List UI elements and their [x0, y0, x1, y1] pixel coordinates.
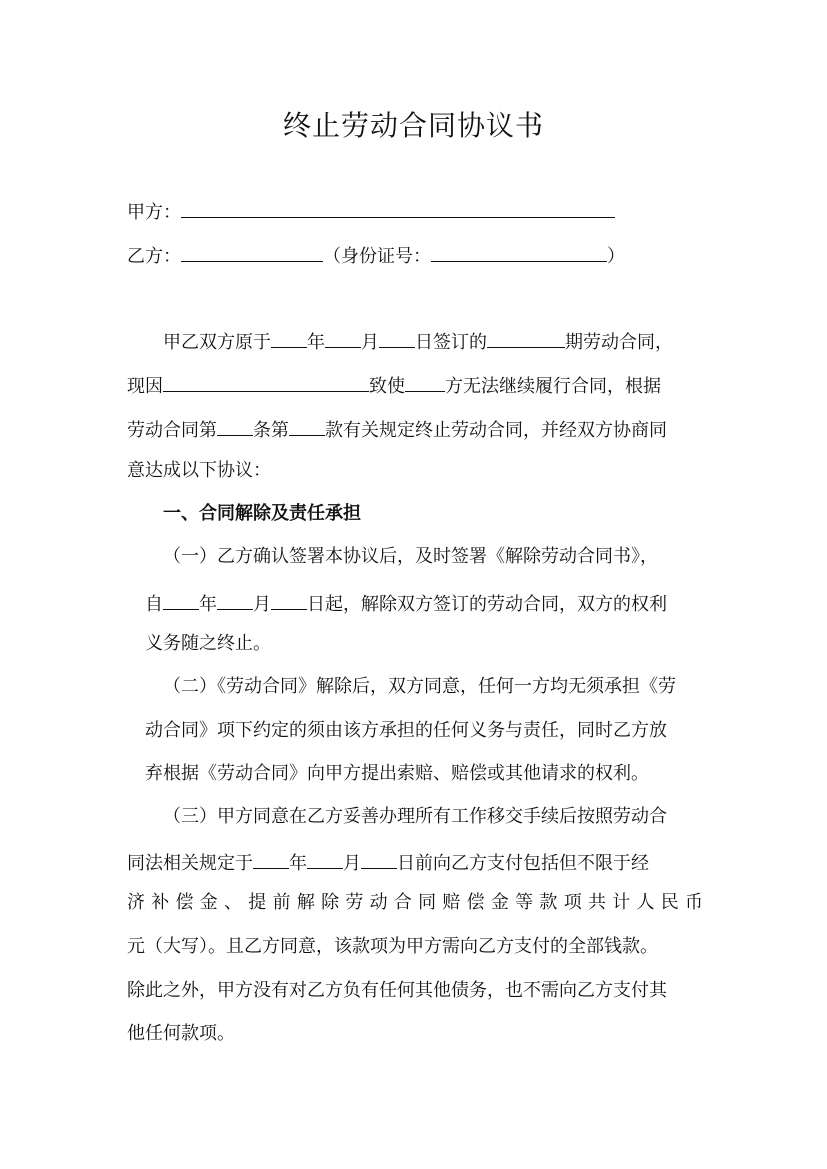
payment-day-blank[interactable] [361, 848, 397, 869]
clause-3-line-5: 除此之外，甲方没有对乙方负有任何其他债务，也不需向乙方支付其 [127, 980, 667, 1001]
intro-text: 月 [361, 332, 379, 353]
intro-text: 方无法继续履行合同，根据 [445, 376, 661, 397]
party-blank[interactable] [405, 371, 445, 392]
party-a-label: 甲方： [127, 202, 181, 223]
payment-year-blank[interactable] [253, 848, 289, 869]
intro-text: 致使 [369, 376, 405, 397]
clause-text: 年 [199, 594, 217, 615]
termination-year-blank[interactable] [163, 589, 199, 610]
intro-text: 现因 [127, 376, 163, 397]
clause-text: 同法相关规定于 [127, 853, 253, 874]
party-b-line [127, 241, 625, 267]
clause-3-line-3: 济补偿金、提前解除劳动合同赔偿金等款项共计人民币 [127, 892, 703, 913]
contract-term-blank[interactable] [487, 327, 565, 348]
payment-month-blank[interactable] [307, 848, 343, 869]
clause-2-line-3: 弃根据《劳动合同》向甲方提出索赔、赔偿或其他请求的权利。 [145, 763, 649, 784]
clause-1-line-3: 义务随之终止。 [145, 633, 271, 654]
clause-1-line-1: （一）乙方确认签署本协议后，及时签署《解除劳动合同书》， [163, 546, 658, 567]
sign-month-blank[interactable] [325, 327, 361, 348]
sign-day-blank[interactable] [379, 327, 415, 348]
clause-2-line-1: （二）《劳动合同》解除后，双方同意，任何一方均无须承担《劳 [163, 676, 676, 697]
clause-text: 日起，解除双方签订的劳动合同，双方的权利 [307, 594, 667, 615]
id-number-label: （身份证号： [323, 246, 431, 267]
clause-3-line-2 [127, 848, 649, 874]
clause-3-line-6: 他任何款项。 [127, 1023, 235, 1044]
intro-text: 款有关规定终止劳动合同，并经双方协商同 [325, 420, 667, 441]
intro-text: 劳动合同第 [127, 420, 217, 441]
intro-line-1 [163, 327, 673, 353]
clause-text: 日前向乙方支付包括但不限于经 [397, 853, 649, 874]
party-b-name-blank[interactable] [181, 241, 323, 262]
termination-month-blank[interactable] [217, 589, 253, 610]
intro-text: 年 [307, 332, 325, 353]
clause-text: 自 [145, 594, 163, 615]
clause-2-line-2: 动合同》项下约定的须由该方承担的任何义务与责任，同时乙方放 [145, 720, 667, 741]
intro-text: 日签订的 [415, 332, 487, 353]
article-blank[interactable] [217, 415, 253, 436]
clause-3-line-4: 元（大写）。且乙方同意，该款项为甲方需向乙方支付的全部钱款。 [127, 936, 658, 957]
clause-text: 年 [289, 853, 307, 874]
intro-line-4: 意达成以下协议： [127, 460, 271, 481]
id-number-blank[interactable] [431, 241, 607, 262]
section-1-heading: 一、合同解除及责任承担 [163, 503, 361, 524]
intro-line-2 [127, 371, 661, 397]
termination-day-blank[interactable] [271, 589, 307, 610]
clause-text: 月 [343, 853, 361, 874]
intro-line-3 [127, 415, 667, 441]
intro-text: 条第 [253, 420, 289, 441]
clause-text: 月 [253, 594, 271, 615]
id-number-close: ） [607, 246, 625, 267]
intro-text: 期劳动合同， [565, 332, 673, 353]
party-a-name-blank[interactable] [181, 197, 615, 218]
party-a-line [127, 197, 615, 223]
party-b-label: 乙方： [127, 246, 181, 267]
clause-3-line-1: （三）甲方同意在乙方妥善办理所有工作移交手续后按照劳动合 [163, 806, 667, 827]
intro-text: 甲乙双方原于 [163, 332, 271, 353]
clause-1-line-2 [145, 589, 667, 615]
sign-year-blank[interactable] [271, 327, 307, 348]
reason-blank[interactable] [163, 371, 369, 392]
document-title: 终止劳动合同协议书 [282, 109, 544, 142]
clause-blank[interactable] [289, 415, 325, 436]
